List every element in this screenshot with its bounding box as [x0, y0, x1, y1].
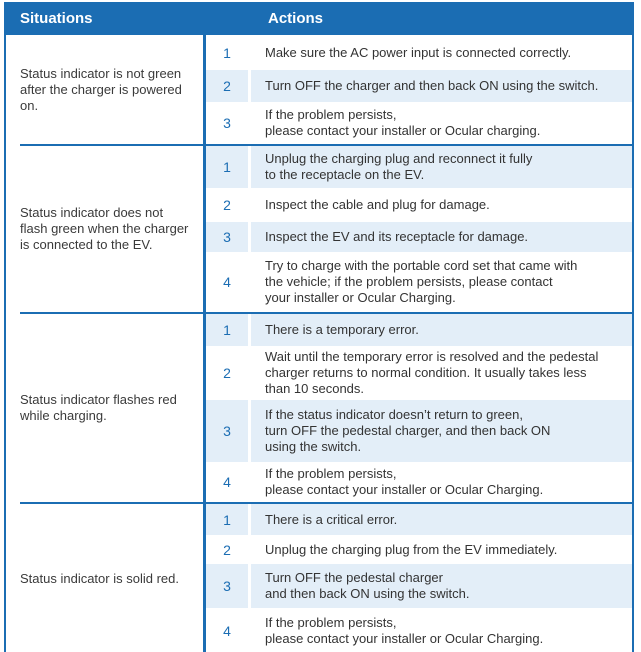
- action-text: There is a temporary error.: [251, 314, 632, 346]
- step-number: 1: [206, 314, 248, 346]
- actions-list: [206, 314, 632, 502]
- action-row: [206, 102, 632, 144]
- step-number: 3: [223, 115, 231, 131]
- step-number: 1: [223, 44, 231, 61]
- action-row: [206, 70, 632, 102]
- action-text: If the problem persists, please contact your installer or Ocular charging.: [265, 107, 541, 138]
- action-row: [206, 608, 632, 652]
- step-number: 4: [223, 623, 231, 639]
- step-number: 3: [206, 564, 248, 608]
- action-text: Make sure the AC power input is connected correctly.: [265, 44, 572, 60]
- action-text: Unplug the charging plug from the EV immediately.: [265, 541, 558, 557]
- action-row: [206, 504, 632, 535]
- action-text: Inspect the EV and its receptacle for damage.: [251, 222, 632, 252]
- action-row: [206, 146, 632, 188]
- step-number: 1: [206, 146, 248, 188]
- situation-section: [6, 504, 632, 652]
- action-text: Wait until the temporary error is resolved and the pedestal charger returns to normal condition. It usually takes less than 10 seconds.: [265, 349, 599, 396]
- action-row: [206, 222, 632, 252]
- header-actions: Actions: [268, 10, 324, 27]
- situation-section: [6, 314, 632, 504]
- situation-section: [6, 146, 632, 314]
- action-row: [206, 400, 632, 462]
- action-row: [206, 35, 632, 70]
- action-text: If the problem persists, please contact your installer or Ocular Charging.: [265, 466, 544, 497]
- table-header: [6, 2, 632, 35]
- situation-text: Status indicator is not green after the charger is powered on.: [6, 35, 206, 144]
- step-number: 4: [223, 474, 231, 490]
- action-row: [206, 462, 632, 502]
- actions-list: [206, 146, 632, 312]
- action-row: [206, 252, 632, 312]
- action-text: Try to charge with the portable cord set that came with the vehicle; if the problem persists, please contact your installer or Ocular Charging.: [265, 258, 578, 305]
- situation-text: Status indicator is solid red.: [6, 504, 206, 652]
- action-text: Turn OFF the charger and then back ON using the switch.: [251, 70, 632, 102]
- actions-list: [206, 35, 632, 144]
- step-number: 2: [223, 197, 231, 213]
- action-row: [206, 188, 632, 222]
- step-number: 2: [206, 70, 248, 102]
- step-number: 3: [206, 222, 248, 252]
- situation-text: Status indicator does not flash green when the charger is connected to the EV.: [6, 146, 206, 312]
- action-row: [206, 314, 632, 346]
- step-number: 1: [206, 504, 248, 535]
- actions-list: [206, 504, 632, 652]
- action-text: Unplug the charging plug and reconnect it fully to the receptacle on the EV.: [251, 146, 632, 188]
- situation-section: [6, 35, 632, 146]
- step-number: 4: [223, 274, 231, 290]
- action-row: [206, 346, 632, 400]
- action-text: There is a critical error.: [251, 504, 632, 535]
- action-text: Turn OFF the pedestal charger and then back ON using the switch.: [251, 564, 632, 608]
- step-number: 2: [223, 365, 231, 381]
- action-text: If the status indicator doesn’t return to green, turn OFF the pedestal charger, and then back ON using the switch.: [251, 400, 632, 462]
- action-row: [206, 535, 632, 564]
- step-number: 3: [206, 400, 248, 462]
- action-text: If the problem persists, please contact your installer or Ocular Charging.: [265, 615, 544, 646]
- action-text: Inspect the cable and plug for damage.: [265, 197, 490, 212]
- step-number: 2: [223, 541, 231, 558]
- troubleshooting-table: [4, 2, 634, 652]
- action-row: [206, 564, 632, 608]
- situation-text: Status indicator flashes red while charging.: [6, 314, 206, 502]
- header-situations: Situations: [20, 10, 93, 27]
